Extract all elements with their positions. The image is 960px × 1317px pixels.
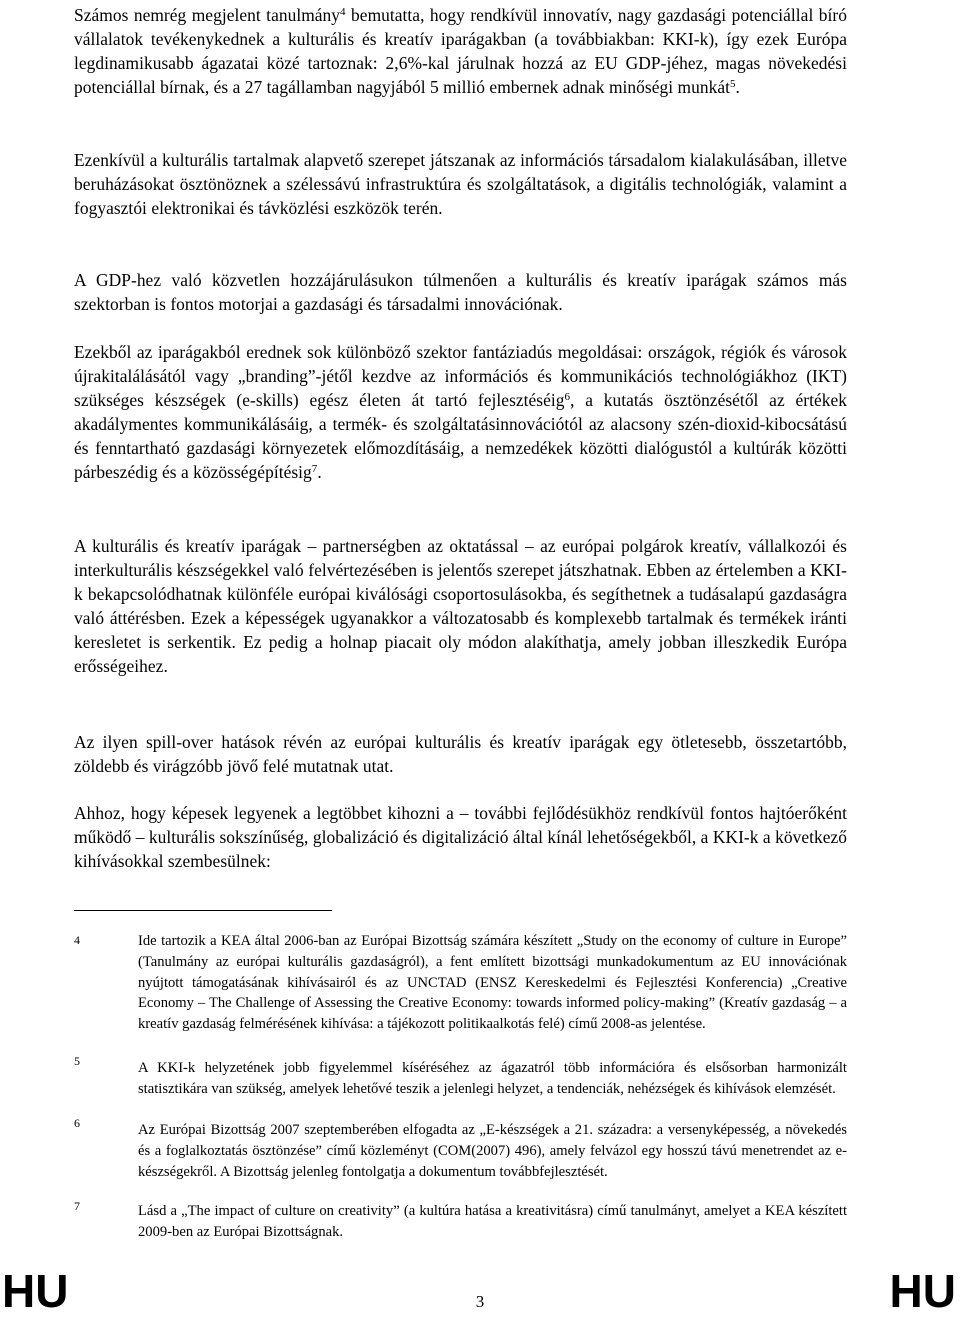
footnote-reference[interactable]: 6 xyxy=(564,391,571,403)
footnote-number: 6 xyxy=(74,1116,80,1130)
paragraph-text: bemutatta, hogy rendkívül innovatív, nagy gazdasági potenciállal bíró vállalatok tevékenykednek a kulturális és kreatív iparágakban (a továbbiakban: KKI-k), így ezek Európa legdinamikusabb ágazatai közé tartoznak: 2,6%-kal járulnak hozzá az EU GDP-jéhez, magas növekedési potenciállal bírnak, és a 27 tagállamban nagyjából 5 millió embernek adnak minőségi munkát xyxy=(74,5,847,97)
paragraph-text: . xyxy=(735,77,740,97)
body-paragraph-2: Ezenkívül a kulturális tartalmak alapvető szerepet játszanak az információs társadalom kialakulásában, illetve beruházásokat ösztönöznek a szélessávú infrastruktúra és szolgáltatások, a digitális technológiák, valamint a fogyasztói elektronikai és távközlési eszközök terén. xyxy=(74,150,847,218)
body-paragraph-6: Az ilyen spill-over hatások révén az európai kulturális és kreatív iparágak egy ötletesebb, összetartóbb, zöldebb és virágzóbb jövő felé mutatnak utat. xyxy=(74,732,847,776)
footnote-text: Ide tartozik a KEA által 2006-ban az Európai Bizottság számára készített „Study on the economy of culture in Europe” (Tanulmány az európai kulturális gazdaságról), a fent említett bizottsági munkadokumentum az EU innovációnak nyújtott támogatásának kihívásairól és az UNCTAD (ENSZ Kereskedelmi és Fejlesztési Konferencia) „Creative Economy – The Challenge of Assessing the Creative Economy: towards informed policy-making” (Kreatív gazdaság – a kreatív gazdaság felmérésének kihívása: a tájékozott politikaalkotás felé) című 2008-as jelentése. xyxy=(138,933,847,1033)
footnote-number: 7 xyxy=(74,1199,80,1213)
paragraph-text: Ezekből az iparágakból erednek sok különböző szektor fantáziadús megoldásai: országok, régiók és városok újrakitalálásától vagy „branding”-jétől kezdve az információs és kommunikációs technológiákhoz (IKT) szükséges készségek (e-skills) egész életen át tartó fejlesztéséig xyxy=(74,342,847,410)
footnote-text: Az Európai Bizottság 2007 szeptemberében elfogadta az „E-készségek a 21. századra: a versenyképesség, a növekedés és a foglalkoztatás ösztönzése” című közleményt (COM(2007) 496), amely felvázol egy hosszú távú menetrendet az e-készségekről. A Bizottság jelenleg fontolgatja a dokumentum továbbfejlesztését. xyxy=(138,1122,847,1180)
footnote-number: 5 xyxy=(74,1054,80,1068)
body-paragraph-3: A GDP-hez való közvetlen hozzájárulásukon túlmenően a kulturális és kreatív iparágak számos más szektorban is fontos motorjai a gazdasági és társadalmi innovációnak. xyxy=(74,270,847,314)
footnote-number: 4 xyxy=(74,933,80,947)
language-mark-right: HU xyxy=(889,1265,956,1317)
footnote-reference[interactable]: 4 xyxy=(340,6,346,18)
footnote-text: A KKI-k helyzetének jobb figyelemmel kíséréséhez az ágazatról több információra és elsősorban harmonizált statisztikára van szükség, amelyek lehetővé teszik a jelenlegi helyzet, a tendenciák, nehézségek és kihívások elemzését. xyxy=(138,1060,847,1097)
footnote-text: Lásd a „The impact of culture on creativity” (a kultúra hatása a kreativitásra) című tanulmányt, amelyet a KEA készített 2009-ben az Európai Bizottságnak. xyxy=(138,1203,847,1240)
page-number: 3 xyxy=(475,1292,485,1311)
body-paragraph-4 xyxy=(74,340,847,484)
paragraph-text: . xyxy=(317,462,322,482)
footnote-reference[interactable]: 7 xyxy=(311,463,318,475)
paragraph-text: Számos nemrég megjelent tanulmány xyxy=(74,5,341,25)
body-paragraph-7: Ahhoz, hogy képesek legyenek a legtöbbet kihozni a – további fejlődésükhöz rendkívül fontos hajtóerőként működő – kulturális sokszínűség, globalizáció és digitalizáció által kínál lehetőségekből, a KKI-k a következő kihívásokkal szembesülnek: xyxy=(74,803,847,871)
body-paragraph-1 xyxy=(74,3,847,99)
footnote-reference[interactable]: 5 xyxy=(729,78,736,90)
footnote-separator xyxy=(74,910,332,911)
paragraph-text: , a kutatás ösztönzésétől az értékek akadálymentes kommunikálásáig, a termék- és szolgáltatásinnovációtól az alacsony szén-dioxid-kibocsátású és fenntartható gazdasági környezetek előmozdításáig, a nemzedékek közötti dialógustól a kultúrák közötti párbeszédig és a közösségépítésig xyxy=(74,390,847,482)
body-paragraph-5: A kulturális és kreatív iparágak – partnerségben az oktatással – az európai polgárok kreatív, vállalkozói és interkulturális készségekkel való felvértezésében is jelentős szerepet játszhatnak. Ebben az értelemben a KKI-k bekapcsolódhatnak különféle európai kiválósági csoportosulásokba, és segíthetnek a tudásalapú gazdaságra való áttérésben. Ezek a képességek ugyanakkor a változatosabb és komplexebb tartalmak és termékek iránti keresletet is serkentik. Ez pedig a holnap piacait oly módon alakíthatja, amely jobban illeszkedik Európa erősségeihez. xyxy=(74,536,847,676)
language-mark-left: HU xyxy=(2,1265,69,1317)
